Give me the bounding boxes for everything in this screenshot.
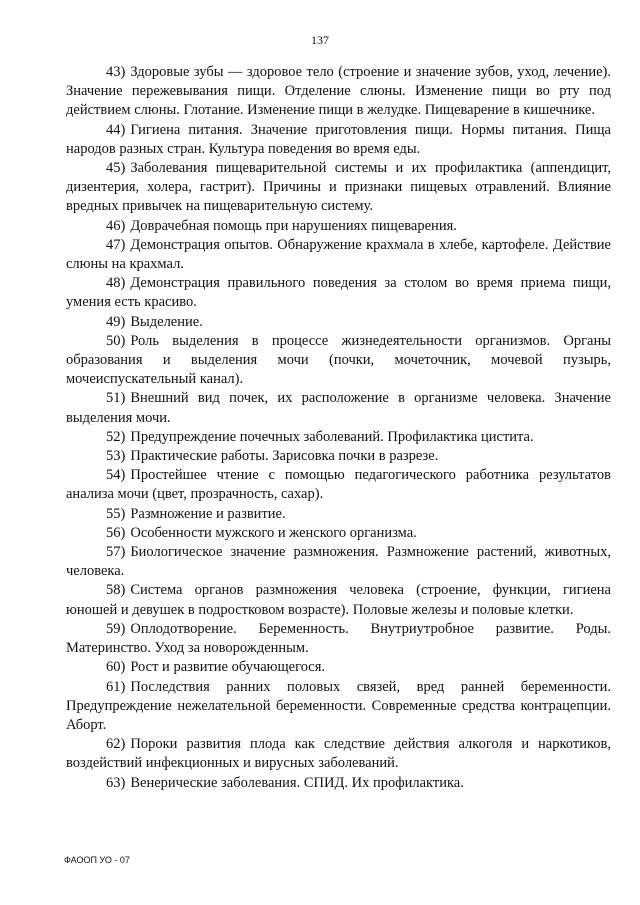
item-number: 44) [106, 121, 126, 138]
item-number: 50) [106, 332, 126, 349]
list-item [66, 735, 611, 773]
list-item [66, 620, 611, 658]
list-item [66, 543, 611, 581]
item-text: Выделение. [130, 313, 203, 330]
item-text: Предупреждение почечных заболеваний. Профилактика цистита. [130, 428, 534, 445]
item-text: Размножение и развитие. [130, 505, 286, 522]
item-number: 52) [106, 428, 126, 445]
item-text: Внешний вид почек, их расположение в организме человека. Значение выделения мочи. [66, 390, 611, 426]
item-text: Последствия ранних половых связей, вред ранней беременности. Предупреждение нежелательной беременности. Современные средства контрацепции. Аборт. [66, 678, 611, 733]
item-text: Пороки развития плода как следствие действия алкоголя и наркотиков, воздействий инфекционных и вирусных заболеваний. [66, 736, 611, 772]
item-number: 57) [106, 544, 126, 561]
list-item [66, 121, 611, 159]
list-item [66, 524, 611, 543]
item-text: Здоровые зубы — здоровое тело (строение и значение зубов, уход, лечение). Значение пережевывания пищи. Отделение слюны. Изменение пищи во рту под действием слюны. Глотание. Изменение пищи в желудке. Пищеварение в кишечнике. [66, 64, 611, 119]
list-item [66, 466, 611, 504]
item-text: Практические работы. Зарисовка почки в разрезе. [130, 448, 439, 465]
list-item [66, 581, 611, 619]
item-number: 62) [106, 736, 126, 753]
item-number: 58) [106, 582, 126, 599]
item-text: Оплодотворение. Беременность. Внутриутробное развитие. Роды. Материнство. Уход за новорожденным. [66, 620, 611, 657]
item-text: Демонстрация правильного поведения за столом во время приема пищи, умения есть красиво. [66, 275, 611, 311]
list-item [66, 313, 611, 332]
item-number: 47) [106, 236, 126, 253]
item-number: 56) [106, 524, 126, 541]
item-text: Особенности мужского и женского организма. [130, 524, 417, 541]
list-item [66, 236, 611, 274]
item-list [66, 63, 611, 793]
item-number: 59) [106, 620, 126, 637]
item-number: 60) [106, 659, 126, 676]
item-number: 53) [106, 448, 126, 465]
item-text: Простейшее чтение с помощью педагогического работника результатов анализа мочи (цвет, прозрачность, сахар). [66, 467, 611, 503]
item-number: 43) [106, 64, 126, 80]
list-item [66, 217, 611, 236]
item-text: Заболевания пищеварительной системы и их профилактика (аппендицит, дизентерия, холера, гастрит). Причины и признаки пищевых отравлений. Влияние вредных привычек на пищеварительную систему. [66, 160, 611, 215]
item-number: 63) [106, 774, 126, 791]
list-item [66, 389, 611, 427]
item-number: 51) [106, 390, 126, 407]
list-item [66, 774, 611, 793]
page-number: 137 [311, 33, 329, 47]
list-item [66, 658, 611, 677]
list-item [66, 159, 611, 217]
item-number: 45) [106, 160, 126, 177]
item-text: Доврачебная помощь при нарушениях пищеварения. [130, 217, 457, 234]
list-item [66, 678, 611, 736]
item-text: Гигиена питания. Значение приготовления пищи. Нормы питания. Пища народов разных стран. Культура поведения во время еды. [66, 121, 611, 157]
item-number: 54) [106, 467, 126, 484]
document-footer: ФАООП УО - 07 [64, 855, 130, 865]
list-item [66, 274, 611, 312]
item-number: 49) [106, 313, 126, 330]
item-text: Биологическое значение размножения. Размножение растений, животных, человека. [66, 544, 611, 580]
item-text: Система органов размножения человека (строение, функции, гигиена юношей и девушек в подростковом возрасте). Половые железы и половые клетки. [66, 582, 611, 618]
list-item [66, 332, 611, 390]
item-number: 55) [106, 505, 126, 522]
item-number: 46) [106, 217, 126, 234]
item-text: Рост и развитие обучающегося. [130, 659, 326, 676]
list-item [66, 505, 611, 524]
item-text: Венерические заболевания. СПИД. Их профилактика. [130, 774, 464, 791]
list-item [66, 428, 611, 447]
item-number: 61) [106, 678, 126, 695]
list-item [66, 447, 611, 466]
item-text: Роль выделения в процессе жизнедеятельности организмов. Органы образования и выделения мочи (почки, мочеточник, мочевой пузырь, мочеиспускательный канал). [66, 332, 611, 388]
item-text: Демонстрация опытов. Обнаружение крахмала в хлебе, картофеле. Действие слюны на крахмал. [66, 236, 611, 273]
item-number: 48) [106, 275, 126, 292]
list-item [66, 63, 611, 121]
